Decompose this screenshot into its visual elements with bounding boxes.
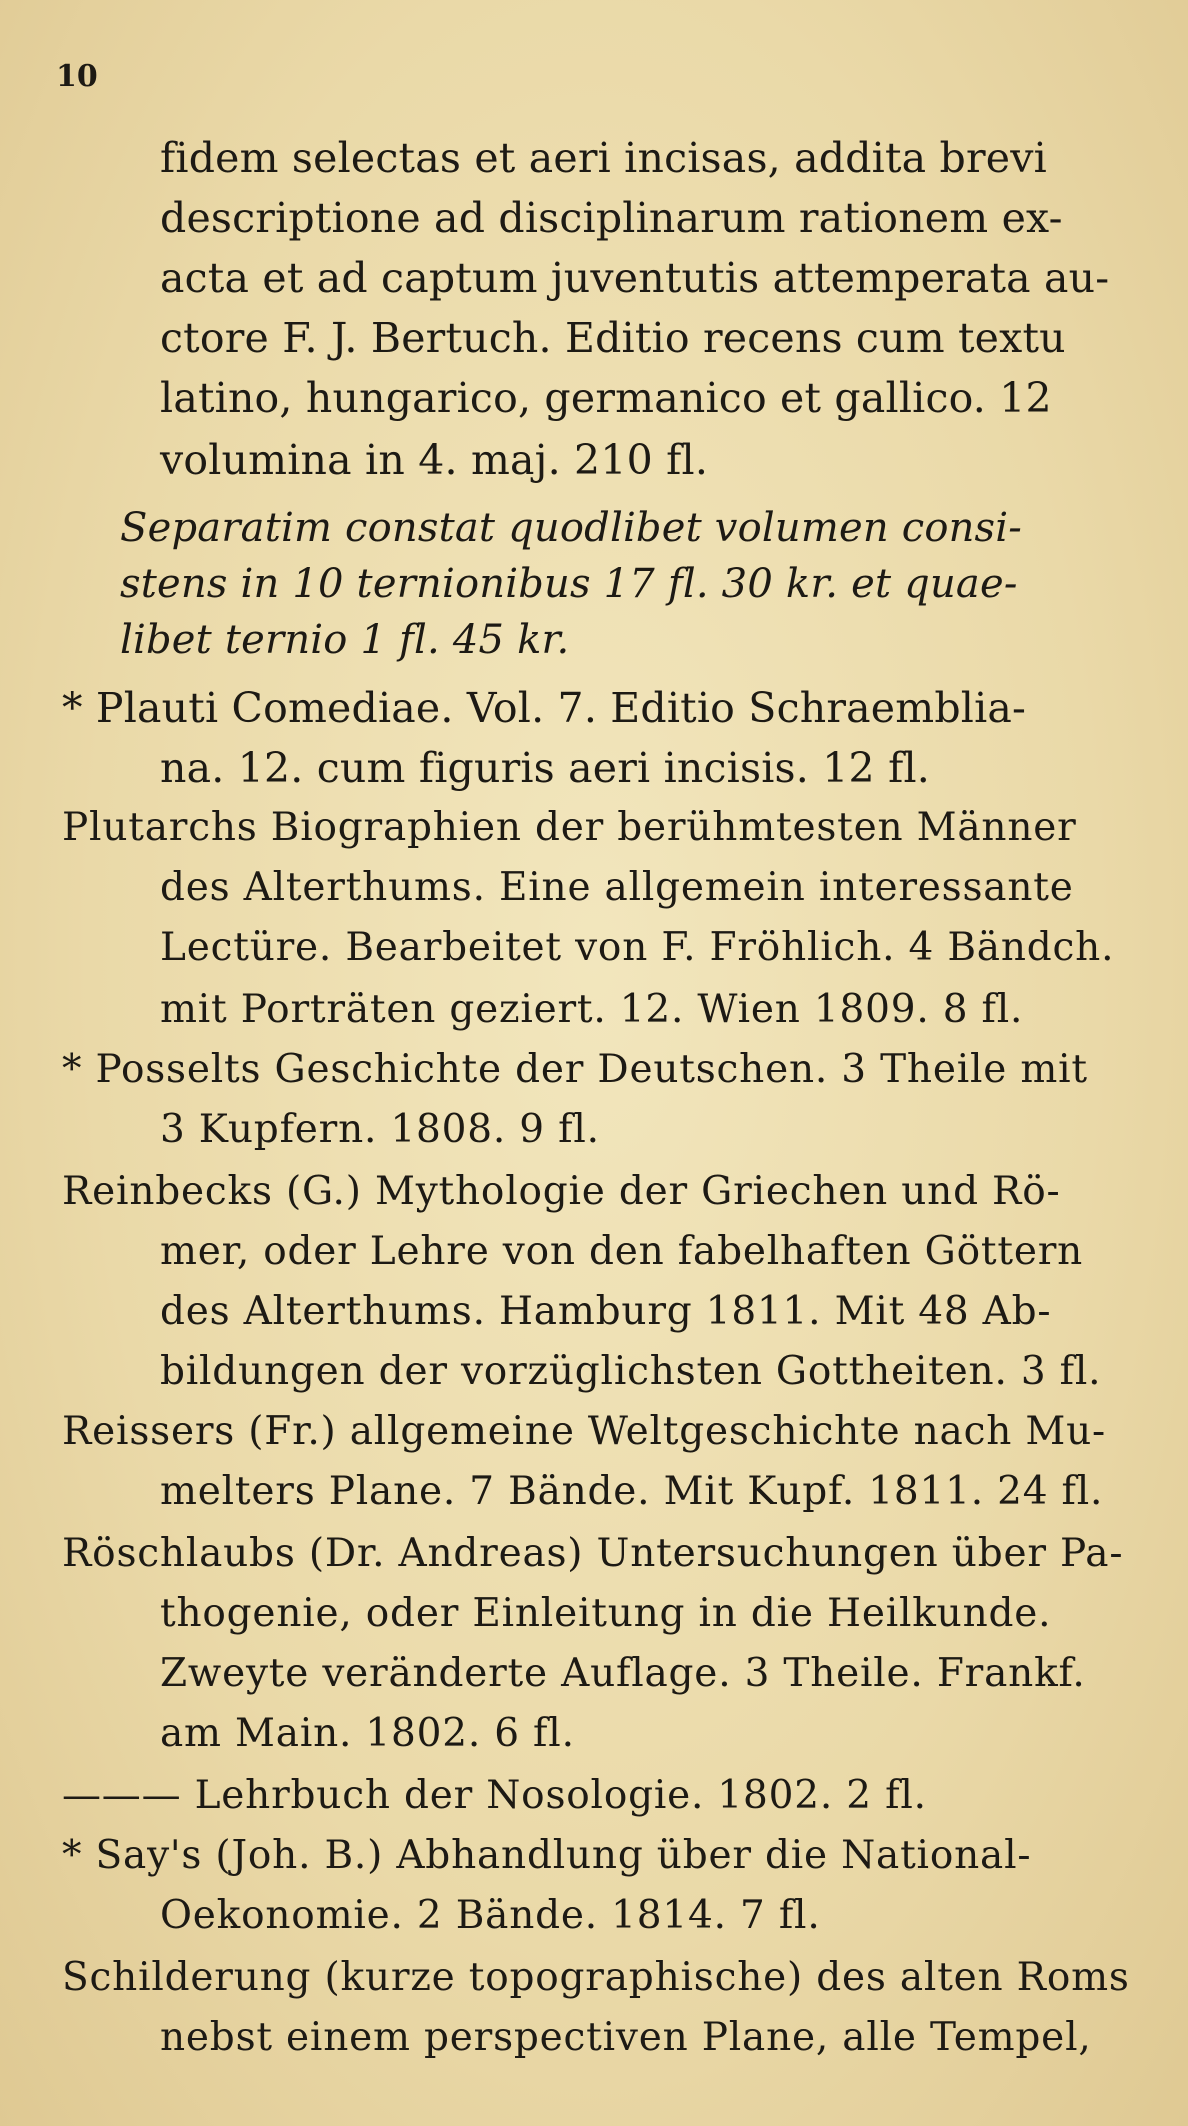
text-line: ctore F. J. Bertuch. Editio recens cum textu	[160, 314, 1066, 362]
text-line: * Plauti Comediae. Vol. 7. Editio Schraemblia-	[62, 684, 1027, 732]
text-line: volumina in 4. maj. 210 fl.	[160, 436, 709, 484]
text-line: Separatim constat quodlibet volumen consi-	[120, 505, 1022, 551]
text-line: nebst einem perspectiven Plane, alle Tempel,	[160, 2015, 1092, 2060]
text-line: na. 12. cum figuris aeri incisis. 12 fl.	[160, 744, 930, 792]
text-line: Reissers (Fr.) allgemeine Weltgeschichte nach Mu-	[62, 1409, 1106, 1454]
text-line: mer, oder Lehre von den fabelhaften Göttern	[160, 1229, 1084, 1274]
text-line: am Main. 1802. 6 fl.	[160, 1711, 575, 1756]
text-line: melters Plane. 7 Bände. Mit Kupf. 1811. 24 fl.	[160, 1469, 1104, 1514]
text-line: 3 Kupfern. 1808. 9 fl.	[160, 1107, 600, 1152]
text-line: thogenie, oder Einleitung in die Heilkunde.	[160, 1591, 1052, 1636]
text-line: stens in 10 ternionibus 17 fl. 30 kr. et quae-	[120, 561, 1018, 607]
text-line: bildungen der vorzüglichsten Gottheiten. 3 fl.	[160, 1349, 1102, 1394]
text-line: * Posselts Geschichte der Deutschen. 3 Theile mit	[62, 1047, 1088, 1092]
text-line: fidem selectas et aeri incisas, addita brevi	[160, 134, 1047, 182]
text-line: libet ternio 1 fl. 45 kr.	[120, 617, 570, 663]
text-line: Schilderung (kurze topographische) des alten Roms	[62, 1955, 1130, 2000]
text-line: ——— Lehrbuch der Nosologie. 1802. 2 fl.	[62, 1773, 927, 1818]
text-line: Lectüre. Bearbeitet von F. Fröhlich. 4 Bändch.	[160, 925, 1115, 970]
text-line: des Alterthums. Eine allgemein interessante	[160, 865, 1074, 910]
text-line: mit Porträten geziert. 12. Wien 1809. 8 fl.	[160, 987, 1024, 1032]
text-line: descriptione ad disciplinarum rationem ex-	[160, 194, 1063, 242]
text-line: Oekonomie. 2 Bände. 1814. 7 fl.	[160, 1893, 821, 1938]
text-line: acta et ad captum juventutis attemperata au-	[160, 254, 1110, 302]
text-line: Reinbecks (G.) Mythologie der Griechen und Rö-	[62, 1169, 1061, 1214]
text-line: Plutarchs Biographien der berühmtesten Männer	[62, 805, 1077, 850]
text-line: * Say's (Joh. B.) Abhandlung über die National-	[62, 1833, 1032, 1878]
text-line: Zweyte veränderte Auflage. 3 Theile. Frankf.	[160, 1651, 1086, 1696]
text-line: des Alterthums. Hamburg 1811. Mit 48 Ab-	[160, 1289, 1052, 1334]
text-line: latino, hungarico, germanico et gallico. 12	[160, 374, 1052, 422]
page-number: 10	[56, 59, 98, 94]
text-line: Röschlaubs (Dr. Andreas) Untersuchungen über Pa-	[62, 1531, 1124, 1576]
